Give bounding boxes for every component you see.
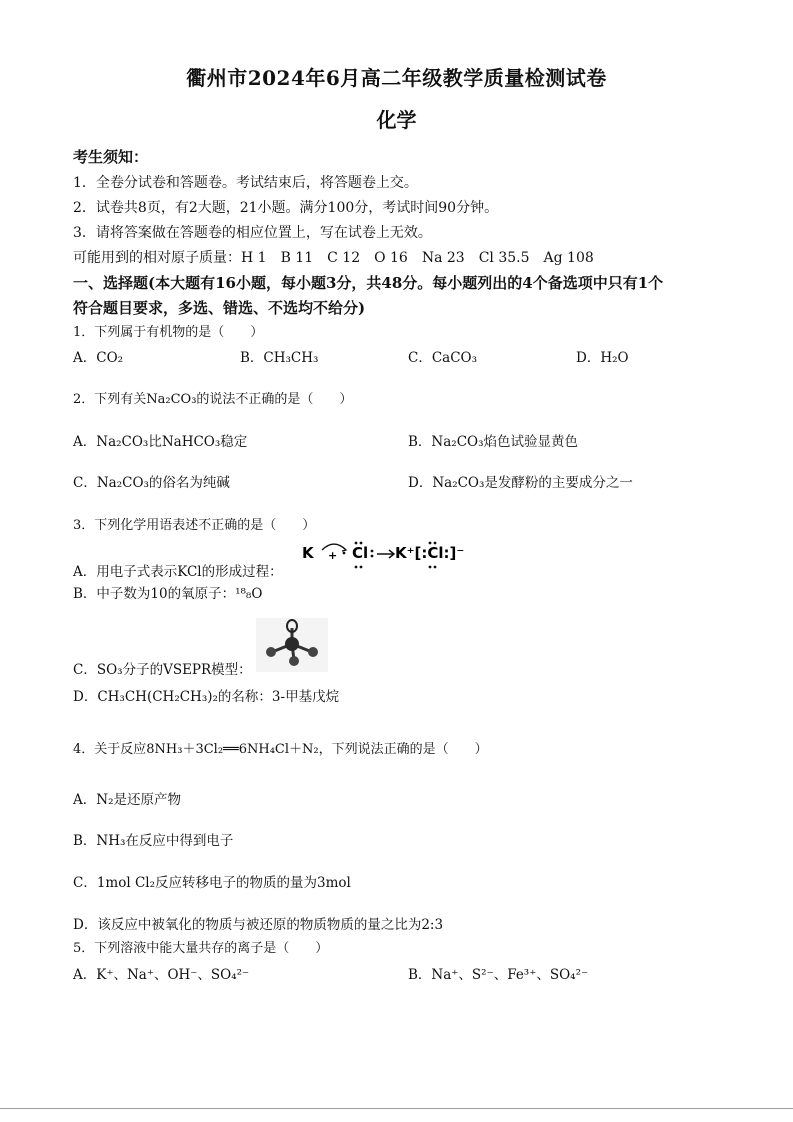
option-a[interactable]: A．Na₂CO₃比NaHCO₃稳定 (73, 434, 248, 450)
question-stem: 3．下列化学用语表述不正确的是（ ） (73, 518, 316, 533)
kcl-electron-formation-diagram (298, 538, 470, 574)
page-bottom-rule (0, 1108, 793, 1109)
sulfur-atom (285, 637, 299, 651)
section-heading: 一、选择题(本大题有16小题，每小题3分，共48分。每小题列出的4个备选项中只有1个 (73, 274, 664, 292)
oxygen-atom (308, 647, 318, 657)
option-b[interactable]: B．CH₃CH₃ (240, 350, 319, 366)
oxygen-atom (266, 647, 276, 657)
option-d[interactable]: D．Na₂CO₃是发酵粉的主要成分之一 (408, 475, 633, 491)
option-a[interactable]: A．K⁺、Na⁺、OH⁻、SO₄²⁻ (73, 967, 250, 983)
option-c[interactable]: C．CaCO₃ (408, 350, 478, 366)
atomic-masses: 可能用到的相对原子质量：H 1 B 11 C 12 O 16 Na 23 Cl 35.5 Ag 108 (73, 250, 594, 266)
so3-vsepr-model-image (256, 618, 328, 672)
section-heading: 符合题目要求，多选、错选、不选均不给分) (73, 299, 366, 317)
notice-item: 2．试卷共8页，有2大题，21小题。满分100分，考试时间90分钟。 (73, 200, 499, 216)
question-stem: 5．下列溶液中能大量共存的离子是（ ） (73, 941, 329, 956)
option-d[interactable]: D．CH₃CH(CH₂CH₃)₂的名称：3-甲基戊烷 (73, 689, 340, 705)
notice-heading: 考生须知： (73, 148, 149, 166)
option-c[interactable]: C．Na₂CO₃的俗名为纯碱 (73, 475, 230, 491)
option-b[interactable]: B．Na⁺、S²⁻、Fe³⁺、SO₄²⁻ (408, 967, 589, 983)
question-stem: 4．关于反应8NH₃＋3Cl₂══6NH₄Cl＋N₂，下列说法正确的是（ ） (73, 742, 488, 757)
kcl-product: K⁺[:Cl:]⁻ (395, 544, 465, 562)
option-a[interactable]: A．用电子式表示KCl的形成过程： (73, 564, 283, 580)
option-c[interactable]: C．SO₃分子的VSEPR模型： (73, 662, 252, 678)
option-b[interactable]: B．Na₂CO₃焰色试验显黄色 (408, 434, 579, 450)
option-d[interactable]: D．该反应中被氧化的物质与被还原的物质物质的量之比为2:3 (73, 917, 444, 933)
option-a[interactable]: A．N₂是还原产物 (73, 792, 181, 808)
option-b[interactable]: B．NH₃在反应中得到电子 (73, 833, 234, 849)
question-stem: 1．下列属于有机物的是（ ） (73, 325, 264, 340)
notice-item: 1．全卷分试卷和答题卷。考试结束后，将答题卷上交。 (73, 175, 418, 191)
svg-text:+: + (328, 549, 338, 562)
option-a[interactable]: A．CO₂ (73, 350, 124, 366)
kcl-cl-symbol: Cl (352, 544, 369, 562)
question-stem: 2．下列有关Na₂CO₃的说法不正确的是（ ） (73, 392, 353, 407)
oxygen-atom (289, 656, 299, 666)
option-b[interactable]: B．中子数为10的氧原子：¹⁸₈O (73, 586, 263, 602)
subject-title: 化学 (376, 108, 417, 132)
option-c[interactable]: C．1mol Cl₂反应转移电子的物质的量为3mol (73, 875, 351, 891)
kcl-k-symbol: K (302, 544, 314, 562)
notice-item: 3．请将答案做在答题卷的相应位置上，写在试卷上无效。 (73, 225, 432, 241)
option-d[interactable]: D．H₂O (576, 350, 629, 366)
page-title: 衢州市2024年6月高二年级教学质量检测试卷 (186, 66, 607, 90)
